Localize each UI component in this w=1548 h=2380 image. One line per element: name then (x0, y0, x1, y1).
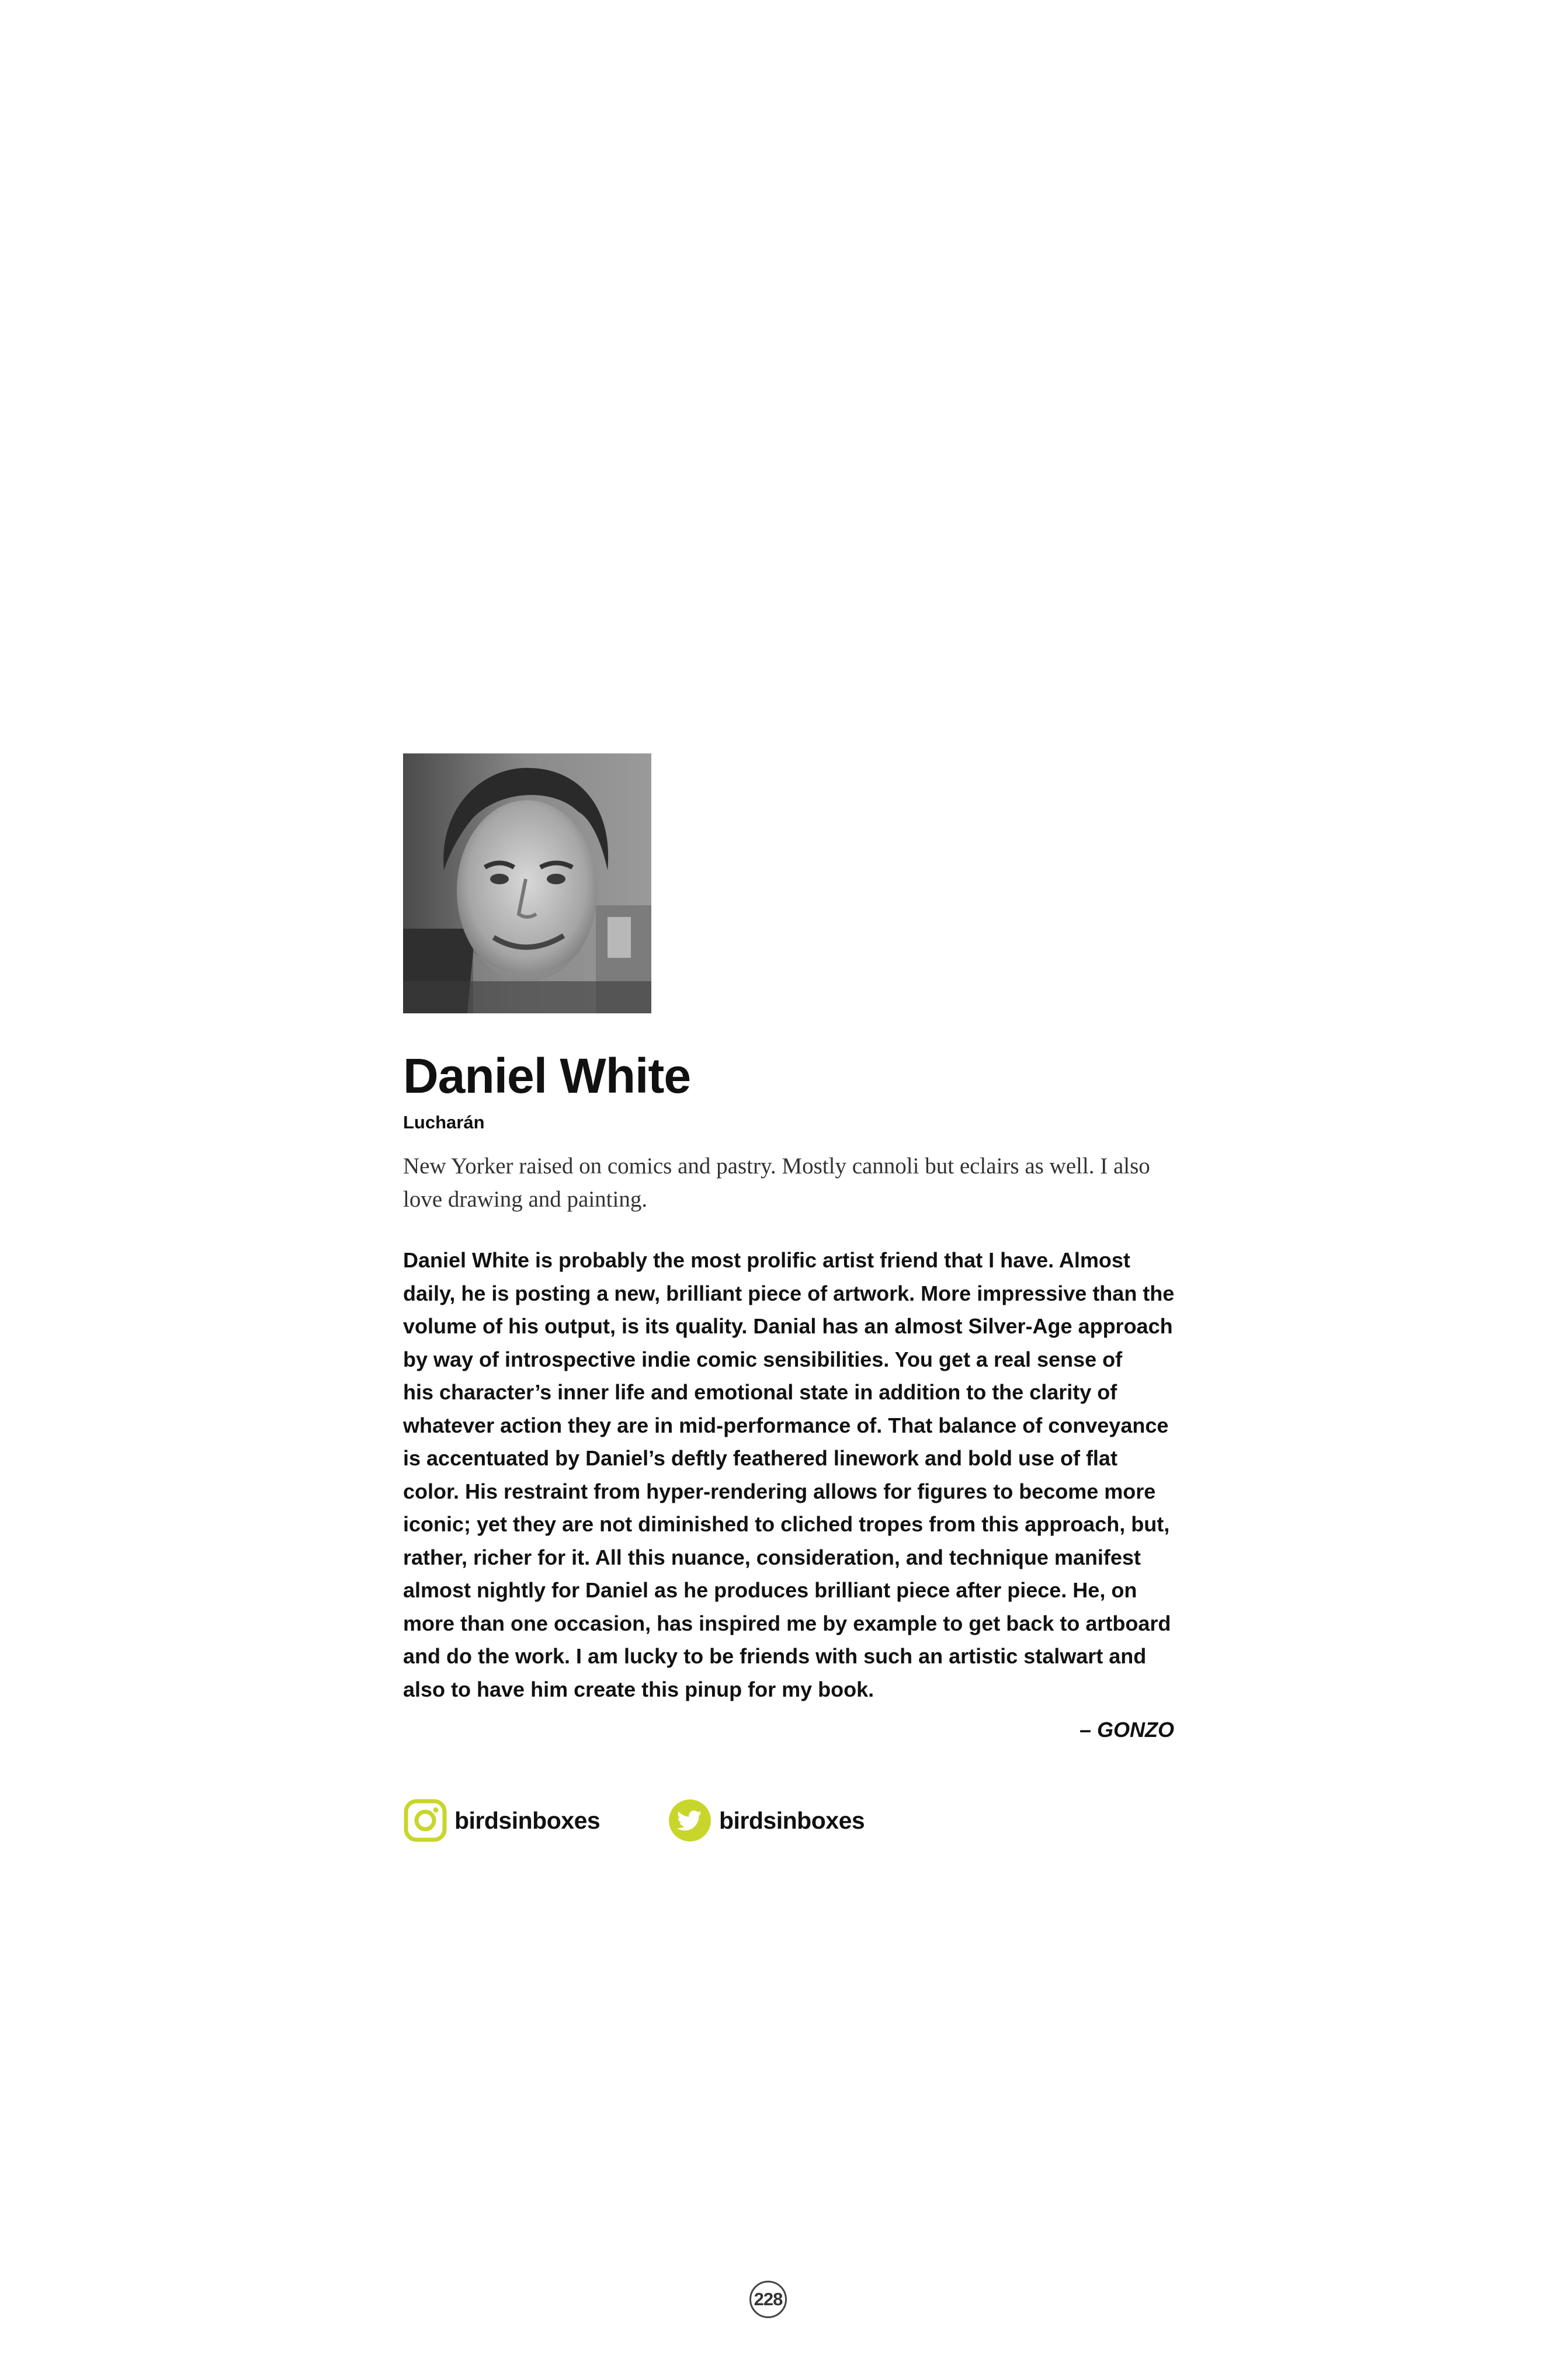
twitter-link[interactable] (668, 1798, 865, 1843)
essay-line: daily, he is posting a new, brilliant piece of artwork. More impressive than the (403, 1281, 1175, 1305)
essay-line: color. His restraint from hyper-rendering allows for figures to become more (403, 1479, 1156, 1503)
essay-line: rather, richer for it. All this nuance, consideration, and technique manifest (403, 1545, 1141, 1569)
essay-signature: – GONZO (1079, 1718, 1174, 1742)
essay-line: more than one occasion, has inspired me by example to get back to artboard (403, 1611, 1171, 1635)
instagram-icon-dot (433, 1808, 439, 1813)
essay-line: also to have him create this pinup for my book. (403, 1677, 874, 1701)
essay-line: Daniel White is probably the most prolific artist friend that I have. Almost (403, 1248, 1130, 1272)
author-bio: New Yorker raised on comics and pastry. Mostly cannoli but eclairs as well. I also love drawing and painting. (403, 1153, 1150, 1212)
essay-line: his character’s inner life and emotional state in addition to the clarity of (403, 1380, 1117, 1404)
essay-line: almost nightly for Daniel as he produces brilliant piece after piece. He, on (403, 1578, 1137, 1602)
tribute-essay (403, 1244, 1192, 1706)
essay-line: whatever action they are in mid-performance of. That balance of conveyance (403, 1413, 1169, 1437)
essay-line: is accentuated by Daniel’s deftly feathered linework and bold use of flat (403, 1446, 1117, 1470)
author-subtitle: Lucharán (403, 1112, 485, 1132)
author-name: Daniel White (403, 1048, 691, 1103)
essay-line: volume of his output, is its quality. Danial has an almost Silver-Age approach (403, 1314, 1173, 1338)
essay-line: by way of introspective indie comic sensibilities. You get a real sense of (403, 1347, 1123, 1371)
twitter-handle: birdsinboxes (719, 1806, 865, 1834)
instagram-icon (403, 1798, 447, 1843)
portrait-photo (403, 753, 651, 1013)
instagram-link[interactable] (403, 1798, 600, 1843)
author-portrait (403, 753, 651, 1013)
twitter-bird-icon (668, 1798, 712, 1843)
instagram-handle: birdsinboxes (454, 1806, 601, 1834)
essay-line: iconic; yet they are not diminished to cliched tropes from this approach, but, (403, 1512, 1170, 1536)
instagram-icon-frame (406, 1801, 445, 1840)
page-number: 228 (749, 2281, 787, 2318)
instagram-icon-lens (416, 1812, 434, 1829)
essay-line: and do the work. I am lucky to be friends with such an artistic stalwart and (403, 1644, 1147, 1668)
